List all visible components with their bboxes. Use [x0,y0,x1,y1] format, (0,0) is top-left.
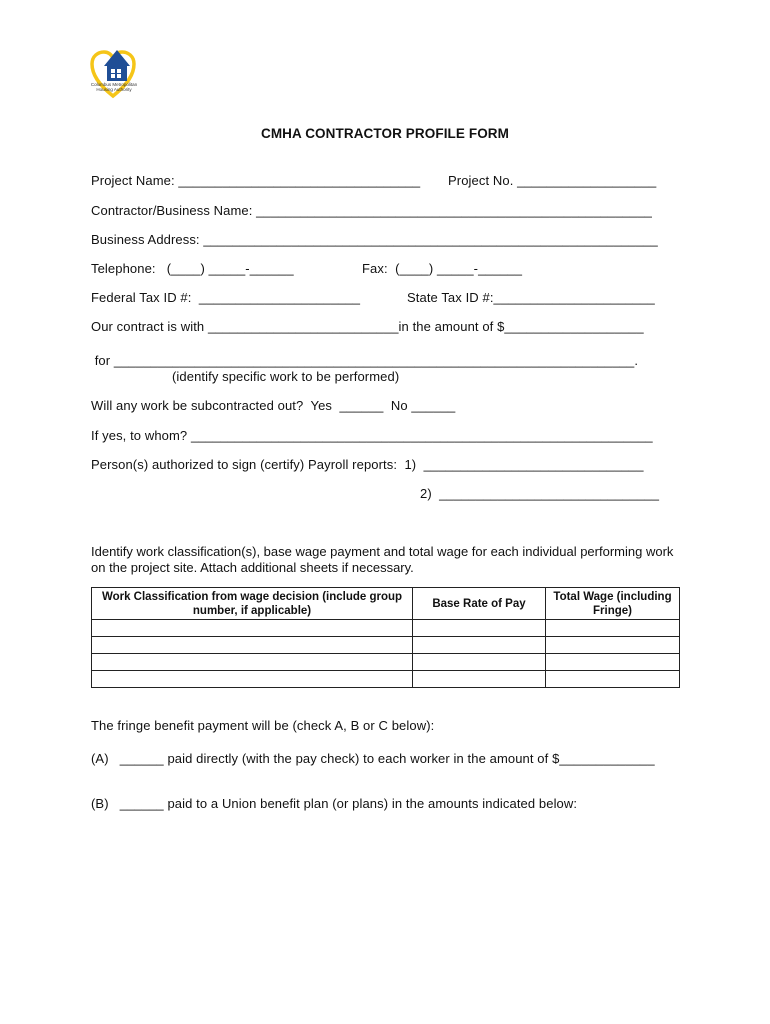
fringe-option-b[interactable]: (B) ______ paid to a Union benefit plan (or plans) in the amounts indicated below: [91,796,578,811]
table-cell[interactable] [92,654,413,671]
payroll-signer-2-field[interactable]: 2) ______________________________ [420,486,660,501]
logo-text: Columbus Metropolitan Housing Authority [90,82,138,92]
wage-table-header [92,588,680,620]
fringe-option-a[interactable]: (A) ______ paid directly (with the pay check) to each worker in the amount of $_____________ [91,751,655,766]
project-name-field[interactable]: Project Name: _________________________________ [91,173,421,188]
contract-with-field[interactable]: Our contract is with __________________________in the amount of $___________________ [91,319,644,334]
contractor-name-field[interactable]: Contractor/Business Name: ______________________________________________________ [91,203,652,218]
total-wage-header: Total Wage (including Fringe) [546,588,680,620]
fringe-intro: The fringe benefit payment will be (check A, B or C below): [91,718,435,733]
table-cell[interactable] [413,620,546,637]
payroll-signer-1-field[interactable]: Person(s) authorized to sign (certify) Payroll reports: 1) ______________________________ [91,457,644,472]
work-description-field[interactable]: for _______________________________________________________________________. [91,353,639,368]
project-no-field[interactable]: Project No. ___________________ [448,173,657,188]
table-cell[interactable] [546,671,680,688]
state-tax-id-field[interactable]: State Tax ID #:______________________ [407,290,655,305]
form-title: CMHA CONTRACTOR PROFILE FORM [260,126,510,141]
telephone-field[interactable]: Telephone: (____) _____-______ [91,261,294,276]
table-cell[interactable] [92,637,413,654]
fax-field[interactable]: Fax: (____) _____-______ [362,261,523,276]
cmha-logo-icon [88,44,138,104]
table-row [92,654,680,671]
table-cell[interactable] [413,637,546,654]
wage-table [91,587,680,688]
table-cell[interactable] [413,671,546,688]
table-cell[interactable] [413,654,546,671]
table-cell[interactable] [546,637,680,654]
business-address-field[interactable]: Business Address: ______________________________________________________________ [91,232,658,247]
table-cell[interactable] [92,671,413,688]
classification-instructions: Identify work classification(s), base wage payment and total wage for each individual performing work on the project site. Attach additional sheets if necessary. [91,544,674,575]
table-cell[interactable] [546,620,680,637]
table-row [92,671,680,688]
table-row [92,637,680,654]
work-description-hint: (identify specific work to be performed) [172,369,400,384]
federal-tax-id-field[interactable]: Federal Tax ID #: ______________________ [91,290,361,305]
subcontract-field[interactable]: Will any work be subcontracted out? Yes ______ No ______ [91,398,456,413]
table-cell[interactable] [92,620,413,637]
work-classification-header: Work Classification from wage decision (include group number, if applicable) [92,588,413,620]
table-cell[interactable] [546,654,680,671]
base-rate-header: Base Rate of Pay [413,588,546,620]
table-row [92,620,680,637]
subcontractor-name-field[interactable]: If yes, to whom? _______________________________________________________________ [91,428,653,443]
